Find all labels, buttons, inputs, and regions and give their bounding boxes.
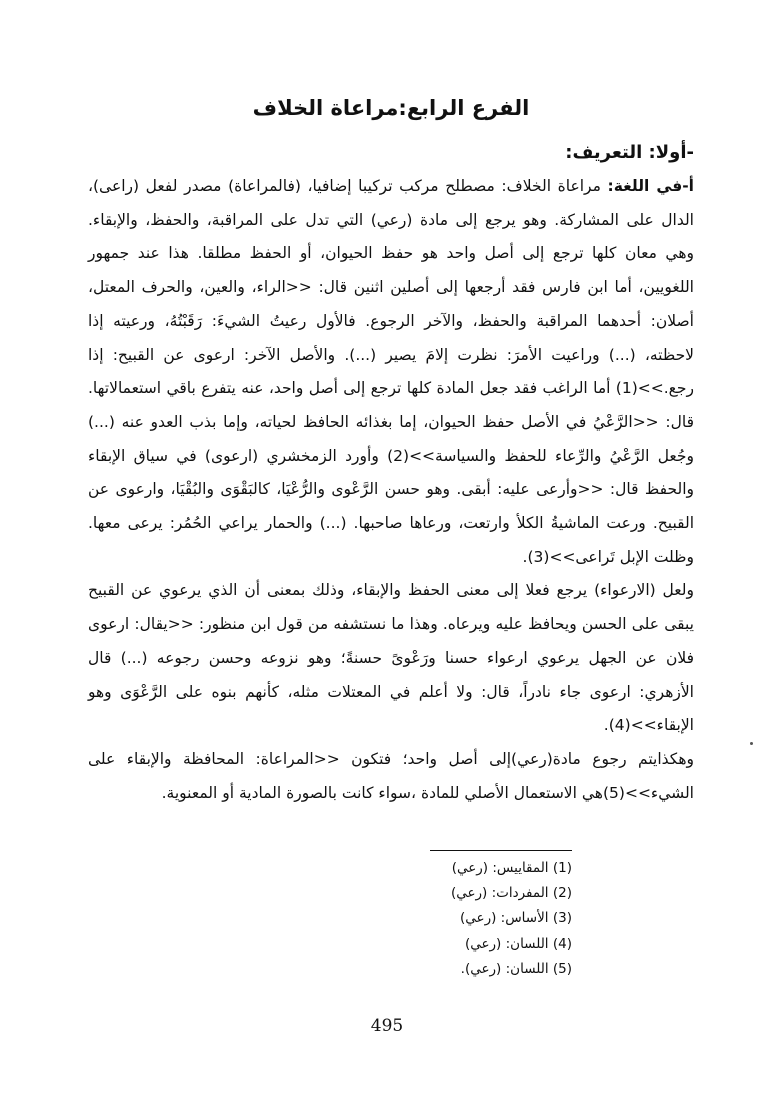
paragraph-1 — [88, 170, 694, 574]
footnote-item: (1) المقاييس: (رعي) — [451, 860, 572, 876]
footnote-item: (2) المفردات: (رعي) — [450, 885, 572, 902]
paragraph-1-text: مراعاة الخلاف: مصطلح مركب تركيبا إضافيا، (فالمراعاة) مصدر لفعل (راعى)، الدال على المشاركة. وهو يرجع إلى مادة (رعي) التي تدل على المراقبة، والحفظ، والإبقاء. وهي معان كلها ترجع إلى أصل واحد هو حفظ الحيوان، أو الحفظ مطلقا. هذا عند جمهور اللغويين، أما ابن فارس فقد أرجعها إلى أصلين اثنين قال: <<الراء، والعين، والحرف المعتل، أصلان: أحدهما المراقبة والحفظ، والآخر الرجوع. فالأول رعيتُ الشيءَ: رَقَبْتُهُ، ورعيته إذا لاحظته، (...) وراعيت الأمرَ: نظرت إلامَ يصير (...). والأصل الآخر: ارعوى عن القبيح: إذا رجع.>>(1) أما الراغب فقد جعل المادة كلها ترجع إلى أصل واحد، عنه يتفرع باقي استعمالاتها. قال: <<الرَّعْيُ في الأصل حفظ الحيوان، إما بغذائه الحافظ لحياته، وإما بذب العدو عنه (...) وجُعل الرَّعْيُ والرِّعاء للحفظ والسياسة>>(2) وأورد الزمخشري (ارعوى) في سياق الإبقاء والحفظ قال: <<وأرعى عليه: أبقى. وهو حسن الرَّعْوى والرُّعْيَا، كالبَقْوَى والبُقْيَا، وارعوى عن القبيح. ورعت الماشيةُ الكلأ وارتعت، ورعاها صاحبها. (...) والحمار يراعي الحُمُر: يرعى معها. وظلت الإبل تَراعى>>(3). — [88, 177, 694, 566]
paragraph-2: ولعل (الارعواء) يرجع فعلا إلى معنى الحفظ والإبقاء، وذلك بمعنى أن الذي يرعوي عن القبيح يبقى على الحسن ويحافظ عليه ويرعاه. وهذا ما نستشفه من قول ابن منظور: <<يقال: ارعوى فلان عن الجهل يرعوي ارعواء حسنا ورَعْوىً حسنةً؛ وهو نزوعه وحسن رجوعه (...) قال الأزهري: ارعوى جاء نادراً، قال: ولا أعلم في المعتلات مثله، كأنهم بنوه على الرَّعْوَى وهو الإبقاء>>(4). — [88, 581, 694, 735]
page-body — [88, 92, 694, 810]
paragraph-1-lead: أ-في اللغة: — [607, 177, 694, 195]
footnote-item: (4) اللسان: (رعي) — [464, 935, 572, 952]
page-number: 495 — [370, 1016, 404, 1036]
page-title: الفرع الرابع:مراعاة الخلاف — [252, 96, 530, 120]
paragraph-3: وهكذايتم رجوع مادة(رعي)إلى أصل واحد؛ فتكون <<المراعاة: المحافظة والإبقاء على الشيء>>(5)هي الاستعمال الأصلي للمادة ،سواء كانت بالصورة المادية أو المعنوية. — [88, 749, 694, 802]
footnotes — [360, 856, 572, 982]
footnote-divider — [430, 850, 572, 851]
footnote-item: (3) الأساس: (رعي) — [460, 910, 572, 927]
section-heading: -أولا: التعريف: — [565, 142, 694, 163]
scan-speck — [750, 742, 753, 745]
footnote-item: (5) اللسان: (رعي). — [460, 960, 572, 977]
